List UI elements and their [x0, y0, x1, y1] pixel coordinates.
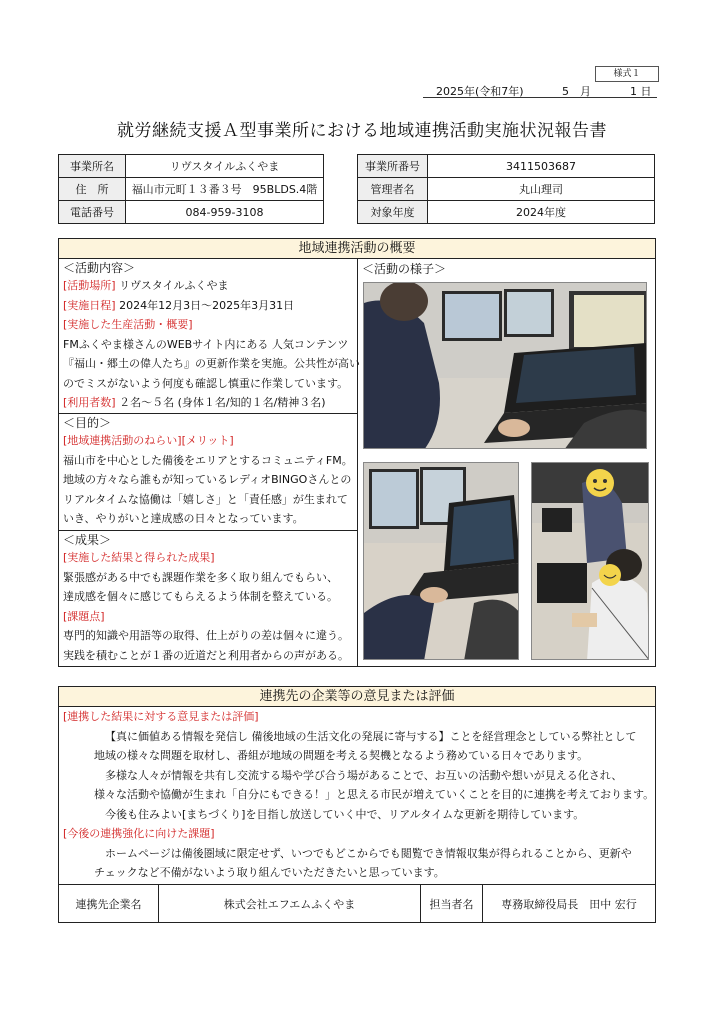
opinion-line: 今後も住みよい[まちづくり]を目指し放送していく中で、リアルタイムな更新を期待しています。 — [105, 807, 585, 821]
place-line — [63, 276, 353, 296]
table-row — [59, 155, 324, 178]
activity-photo-3 — [531, 462, 649, 660]
table-row — [358, 178, 655, 201]
photo-2-illustration — [364, 463, 519, 660]
purpose-label: [地域連携活動のねらい][メリット] — [63, 434, 234, 447]
result-line: 達成感を個々に感じてもらえるよう体制を整えている。 — [63, 590, 338, 603]
work-line: 『福山・郷土の偉人たち』の更新作業を実施。公共性が高い — [63, 357, 360, 370]
future-line: チェックなど不備がないよう取り組んでいただきたいと思っています。 — [94, 866, 445, 879]
purpose-line: 福山市を中心とした備後をエリアとするコミュニティFM。 — [63, 453, 353, 467]
purpose-line: いき、やりがいと達成感の日々となっています。 — [63, 512, 304, 525]
activity-overview-panel — [58, 238, 656, 667]
table-row — [358, 155, 655, 178]
contact-person-value: 専務取締役局長 田中 宏行 — [483, 885, 656, 923]
users-line — [63, 393, 353, 413]
photos-heading: ＜活動の様子＞ — [362, 262, 447, 276]
manager-label: 管理者名 — [358, 178, 428, 201]
purpose-line: 地域の方々なら誰もが知っているレディオBINGOさんとの — [63, 473, 352, 486]
office-number-value: 3411503687 — [428, 155, 655, 178]
dates-line — [63, 296, 353, 316]
contact-person-label: 担当者名 — [421, 885, 483, 923]
activity-photo-1 — [363, 282, 647, 449]
future-label: [今後の連携強化に向けた課題] — [63, 827, 215, 840]
overview-heading: 地域連携活動の概要 — [59, 239, 655, 259]
address-label: 住 所 — [59, 178, 126, 201]
purpose-section — [59, 414, 357, 531]
date-day: 1 日 — [630, 85, 652, 98]
form-number-label: 様式１ — [595, 66, 659, 82]
result-section — [59, 531, 357, 666]
office-detail-table — [357, 154, 655, 224]
place-label: [活動場所] — [63, 279, 116, 292]
partner-company-value: 株式会社エフエムふくやま — [159, 885, 421, 923]
result-line: 緊張感がある中でも課題作業を多く取り組んでもらい、 — [63, 570, 338, 584]
opinion-line: 様々な活動や協働が生まれ「自分にもできる！」と思える市民が増えていくことを目的に連携を考えております。 — [94, 788, 655, 801]
result-label: [実施した結果と得られた成果] — [63, 551, 215, 564]
overview-divider — [357, 259, 358, 666]
work-line: FMふくやま様さんのWEBサイト内にある 人気コンテンツ — [63, 337, 349, 351]
fiscal-year-value: 2024年度 — [428, 201, 655, 224]
work-line: のでミスがないよう何度も確認し慎重に作業しています。 — [63, 376, 349, 390]
photo-1-illustration — [364, 283, 647, 449]
office-name-label: 事業所名 — [59, 155, 126, 178]
opinion-line: 地域の様々な問題を取材し、番組が地域の問題を考える契機となるよう務めている日々であります。 — [94, 749, 589, 762]
purpose-line: リアルタイムな協働は「嬉しさ」と「責任感」が生まれて — [63, 492, 348, 506]
result-heading: ＜成果＞ — [63, 533, 112, 547]
manager-value: 丸山理司 — [428, 178, 655, 201]
date-month: 5 月 — [562, 85, 591, 98]
address-value: 福山市元町１３番３号 95BLDS.4階 — [126, 178, 324, 201]
table-row — [358, 201, 655, 224]
users-label: [利用者数] — [63, 396, 116, 409]
evaluation-body — [59, 707, 655, 883]
overview-left-column — [59, 259, 360, 666]
users-value: ２名～５名 (身体１名/知的１名/精神３名) — [119, 396, 326, 409]
opinion-line: 【真に価値ある情報を発信し 備後地域の生活文化の発展に寄与する】ことを経営理念としている弊社として — [105, 729, 637, 743]
evaluation-heading: 連携先の企業等の意見または評価 — [59, 687, 655, 707]
date-underline — [423, 97, 657, 98]
content-section — [59, 259, 360, 414]
activity-photo-2 — [363, 462, 519, 660]
date-year: 2025年(令和7年) — [436, 85, 524, 98]
table-row — [59, 201, 324, 224]
photo-3-illustration — [532, 463, 649, 660]
work-label: [実施した生産活動・概要] — [63, 318, 193, 331]
issue-line: 実践を積むことが１番の近道だと利用者からの声がある。 — [63, 648, 349, 662]
opinion-label: [連携した結果に対する意見または評価] — [63, 710, 259, 723]
purpose-heading: ＜目的＞ — [63, 416, 112, 430]
phone-value: 084-959-3108 — [126, 201, 324, 224]
table-row — [59, 178, 324, 201]
office-number-label: 事業所番号 — [358, 155, 428, 178]
issue-line: 専門的知識や用語等の取得、仕上がりの差は個々に違う。 — [63, 629, 349, 642]
content-heading: ＜活動内容＞ — [63, 261, 136, 275]
partner-company-label: 連携先企業名 — [59, 885, 159, 923]
future-line: ホームページは備後圏域に限定せず、いつでもどこからでも閲覧でき情報収集が得られることから、更新や — [105, 846, 632, 860]
fiscal-year-label: 対象年度 — [358, 201, 428, 224]
partner-signature-table — [58, 884, 656, 923]
dates-value: 2024年12月3日～2025年3月31日 — [119, 298, 295, 312]
place-value: リヴスタイルふくやま — [119, 279, 229, 292]
page-title: 就労継続支援Ａ型事業所における地域連携活動実施状況報告書 — [117, 121, 607, 141]
office-info-table — [58, 154, 324, 224]
opinion-line: 多様な人々が情報を共有し交流する場や学び合う場があることで、お互いの活動や想いが見える化され、 — [105, 768, 623, 782]
issue-label: [課題点] — [63, 609, 105, 623]
table-row — [59, 885, 656, 923]
office-name-value: リヴスタイルふくやま — [126, 155, 324, 178]
phone-label: 電話番号 — [59, 201, 126, 224]
dates-label: [実施日程] — [63, 298, 116, 312]
